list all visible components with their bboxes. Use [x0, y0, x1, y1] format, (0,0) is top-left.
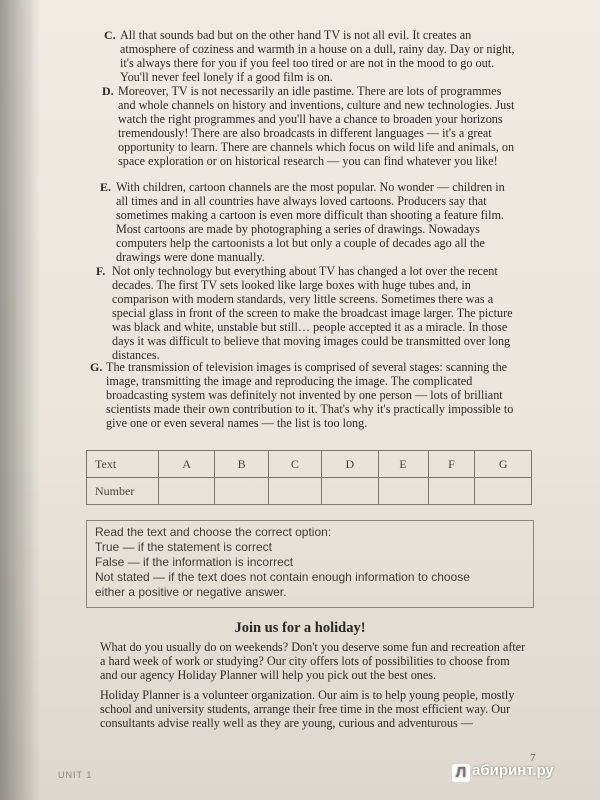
paragraph-text: What do you usually do on weekends? Don't you deserve some fun and recreation after a hard week of work or studying? Our city offers lots of possibilities to choose from and our agency Holiday Planner will help you pick out the best ones. [100, 640, 526, 682]
paragraph-letter: G. [90, 360, 103, 374]
watermark-text: абиринт.ру [472, 762, 554, 779]
paragraph-text: All that sounds bad but on the other hand TV is not all evil. It creates an atmosphere of coziness and warmth in a house on a dull, rainy day. Day or night, it's always there for you if you feel too tired or are not in the mood to go out. You'll never feel lonely if a good film is on. [120, 28, 515, 84]
table-column-a: A [159, 451, 215, 478]
paragraph-c [104, 28, 520, 84]
paragraph-letter: C. [104, 28, 116, 42]
paragraph-e [100, 180, 518, 264]
table-column-d: D [322, 451, 378, 478]
table-row [87, 451, 532, 478]
table-column-c: C [268, 451, 321, 478]
instructions-box [86, 520, 534, 608]
table-column-b: B [215, 451, 268, 478]
paragraph-g [90, 360, 518, 430]
answer-cell[interactable] [215, 478, 268, 505]
table-row [87, 478, 532, 505]
answer-cell[interactable] [428, 478, 475, 505]
paragraph-text: Moreover, TV is not necessarily an idle pastime. There are lots of programmes and whole channels on history and inventions, culture and new technologies. Just watch the right programmes and you'll have a chance to broaden your horizons tremendously! There are also broadcasts in different languages — it's a great opportunity to learn. There are channels which focus on wild life and animals, on space exploration or on historical research — you can find whatever you like! [118, 84, 515, 168]
unit-label: UNIT 1 [58, 770, 93, 780]
instruction-line: Not stated — if the text does not contain enough information to choose [95, 570, 470, 584]
paragraph-letter: D. [102, 84, 114, 98]
instruction-line: either a positive or negative answer. [95, 585, 287, 599]
table-column-f: F [428, 451, 475, 478]
paragraph-text: The transmission of television images is comprised of several stages: scanning the image, transmitting the image and reproducing the image. The complicated broadcasting system was definitely not invented by one person — lots of brilliant scientists made their own contribution to it. That's why it's practically impossible to give one or even several names — the list is too long. [106, 360, 514, 430]
paragraph-d [102, 84, 520, 168]
answer-cell[interactable] [268, 478, 321, 505]
paragraph-letter: F. [96, 264, 106, 278]
table-column-g: G [475, 451, 532, 478]
answer-cell[interactable] [475, 478, 532, 505]
table-header-text: Text [87, 451, 159, 478]
paragraph-f [96, 264, 518, 362]
instruction-line: False — if the information is incorrect [95, 555, 294, 569]
paragraph-letter: E. [100, 180, 112, 194]
answer-cell[interactable] [378, 478, 428, 505]
watermark [452, 762, 554, 782]
binding-shadow [0, 0, 40, 800]
paragraph-text: Not only technology but everything about TV has changed a lot over the recent decades. The first TV sets looked like large boxes with huge tubes and, in comparison with modern standards, very little screens. Sometimes there was a special glass in front of the screen to make the broadcast image larger. The picture was black and white, unstable but still… people accepted it as a miracle. In those days it was difficult to believe that moving images could be transmitted over long distances. [112, 264, 513, 362]
watermark-logo-icon: Л [452, 764, 470, 782]
answer-cell[interactable] [159, 478, 215, 505]
section-title: Join us for a holiday! [234, 620, 366, 636]
paragraph-text: Holiday Planner is a volunteer organization. Our aim is to help young people, mostly school and university students, arrange their free time in the most efficient way. Our consultants advise really well as they are young, curious and adventurous — [100, 688, 515, 730]
intro-paragraph-2 [100, 688, 530, 730]
table-column-e: E [378, 451, 428, 478]
page-number: 7 [530, 752, 536, 764]
paragraph-text: With children, cartoon channels are the most popular. No wonder — children in all times and in all countries have always loved cartoons. Producers say that sometimes making a cartoon is even more difficult than shooting a feature film. Most cartoons are made by photographing a series of drawings. Nowadays computers help the cartoonists a lot but only a couple of decades ago all the drawings were done manually. [116, 180, 505, 264]
answer-table [86, 450, 532, 505]
intro-paragraph-1 [100, 640, 530, 682]
table-header-number: Number [87, 478, 159, 505]
instruction-line: Read the text and choose the correct option: [95, 525, 332, 539]
instruction-line: True — if the statement is correct [95, 540, 272, 554]
answer-cell[interactable] [322, 478, 378, 505]
